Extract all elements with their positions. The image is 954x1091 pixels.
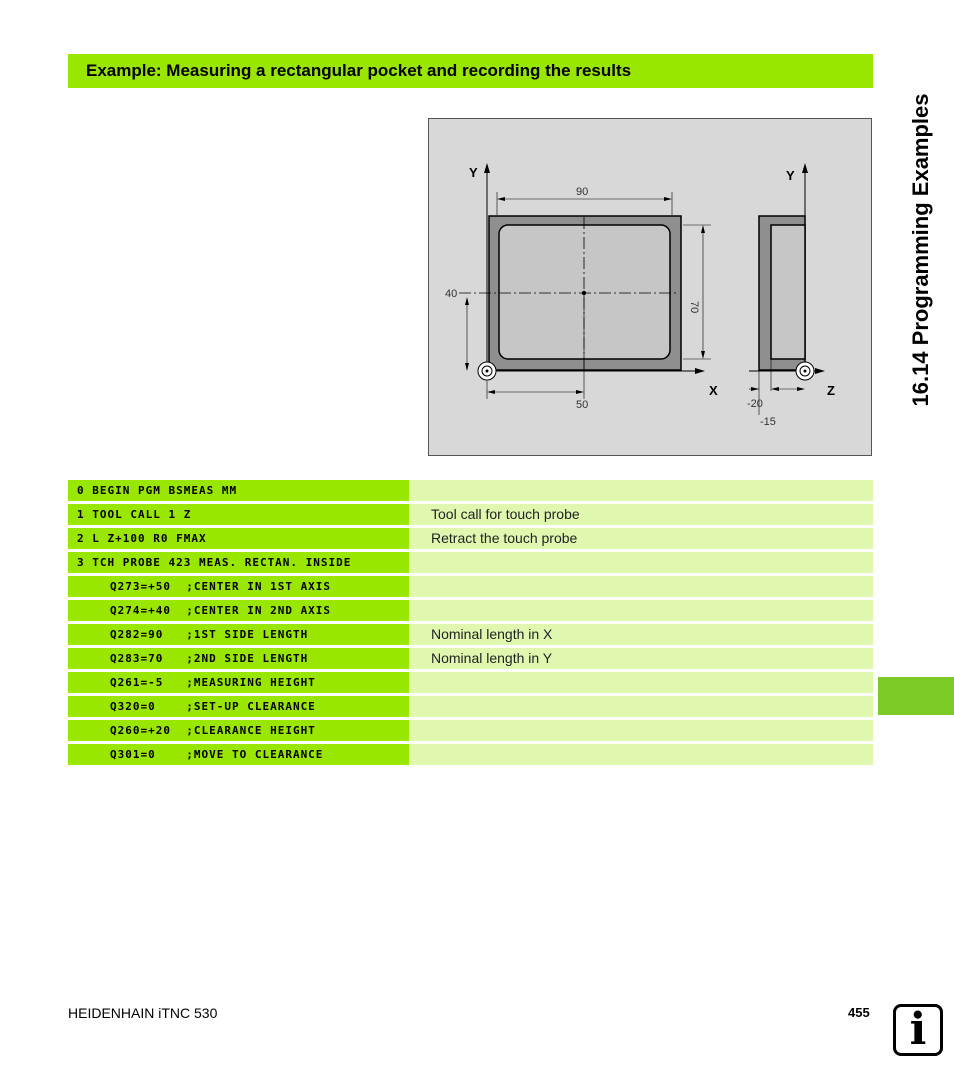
program-comment: [409, 720, 873, 741]
x-axis-arrow: [695, 368, 705, 374]
section-side-title: [898, 40, 944, 460]
example-title: Example: Measuring a rectangular pocket and recording the results: [86, 61, 632, 80]
dimension-label-90: 90: [576, 186, 589, 198]
pocket-drawing: [428, 118, 872, 456]
program-comment: Tool call for touch probe: [409, 504, 873, 525]
pocket-drawing-svg: [429, 119, 873, 457]
program-row: [68, 624, 873, 645]
program-comment: [409, 696, 873, 717]
dimension-label-70: 70: [688, 301, 700, 314]
program-code: 1 TOOL CALL 1 Z: [68, 504, 409, 525]
program-code: Q273=+50 ;CENTER IN 1ST AXIS: [68, 576, 409, 597]
dimension-label-40: 40: [445, 288, 458, 300]
program-row: [68, 552, 873, 573]
program-code: Q301=0 ;MOVE TO CLEARANCE: [68, 744, 409, 765]
z-axis-arrow: [815, 368, 825, 374]
program-code: Q282=90 ;1ST SIDE LENGTH: [68, 624, 409, 645]
chapter-tab: [878, 677, 954, 715]
program-comment: [409, 672, 873, 693]
program-code: Q320=0 ;SET-UP CLEARANCE: [68, 696, 409, 717]
pocket-center-point: [582, 291, 586, 295]
program-comment: Nominal length in Y: [409, 648, 873, 669]
program-listing: [68, 480, 873, 768]
side-section-pocket: [771, 225, 805, 359]
program-row: [68, 504, 873, 525]
program-comment: [409, 480, 873, 501]
dimension-label-minus-20: -20: [747, 398, 763, 410]
info-icon: [893, 1004, 943, 1056]
z-axis-label: Z: [827, 383, 835, 398]
program-row: [68, 720, 873, 741]
program-comment: Retract the touch probe: [409, 528, 873, 549]
program-row: [68, 672, 873, 693]
program-code: Q260=+20 ;CLEARANCE HEIGHT: [68, 720, 409, 741]
info-icon-glyph: i: [909, 1004, 927, 1055]
program-comment: [409, 552, 873, 573]
dimension-label-50: 50: [576, 399, 589, 411]
example-title-bar: [68, 54, 873, 88]
program-code: Q261=-5 ;MEASURING HEIGHT: [68, 672, 409, 693]
y-axis-left-arrow: [484, 163, 490, 173]
program-row: [68, 600, 873, 621]
x-axis-label: X: [709, 383, 718, 398]
section-title-text: 16.14 Programming Examples: [908, 93, 933, 407]
program-code: 3 TCH PROBE 423 MEAS. RECTAN. INSIDE: [68, 552, 409, 573]
program-comment: [409, 576, 873, 597]
program-comment: Nominal length in X: [409, 624, 873, 645]
program-code: Q283=70 ;2ND SIDE LENGTH: [68, 648, 409, 669]
program-row: [68, 480, 873, 501]
program-row: [68, 744, 873, 765]
y-axis-right-arrow: [802, 163, 808, 173]
program-row: [68, 576, 873, 597]
program-comment: [409, 744, 873, 765]
dimension-label-minus-15: -15: [760, 416, 776, 428]
program-code: 0 BEGIN PGM BSMEAS MM: [68, 480, 409, 501]
program-row: [68, 528, 873, 549]
program-row: [68, 696, 873, 717]
page-number: 455: [848, 1005, 870, 1020]
y-axis-left-label: Y: [469, 165, 478, 180]
footer-manual-name: HEIDENHAIN iTNC 530: [68, 1005, 218, 1021]
program-row: [68, 648, 873, 669]
program-code: 2 L Z+100 R0 FMAX: [68, 528, 409, 549]
program-code: Q274=+40 ;CENTER IN 2ND AXIS: [68, 600, 409, 621]
program-comment: [409, 600, 873, 621]
y-axis-right-label: Y: [786, 168, 795, 183]
